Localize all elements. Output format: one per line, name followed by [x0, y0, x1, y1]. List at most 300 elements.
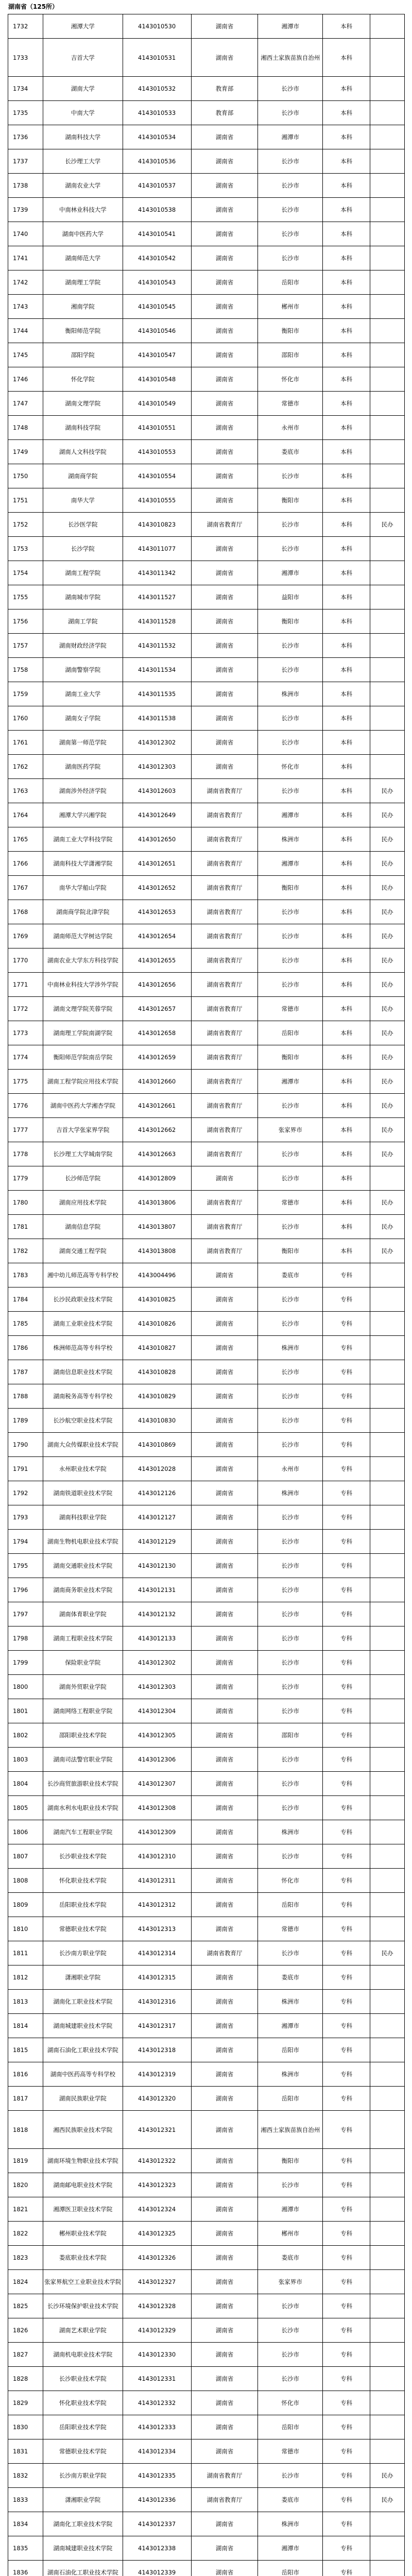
school-name-cell: 长沙理工大学: [43, 149, 123, 173]
row-number-cell: 1737: [8, 149, 43, 173]
school-code-cell: 4143010555: [123, 488, 192, 512]
school-name-cell: 湘潭大学: [43, 14, 123, 38]
level-cell: 本科: [323, 440, 370, 464]
note-cell: [370, 1869, 405, 1892]
school-name-cell: 永州职业技术学院: [43, 1457, 123, 1481]
note-cell: 民办: [370, 1094, 405, 1117]
authority-cell: 湖南省: [192, 2439, 259, 2463]
level-cell: 本科: [323, 39, 370, 76]
table-row: [8, 1578, 405, 1602]
authority-cell: 湖南省: [192, 1578, 259, 1602]
level-cell: 专科: [323, 2062, 370, 2086]
row-number-cell: 1791: [8, 1457, 43, 1481]
level-cell: 专科: [323, 2149, 370, 2173]
location-cell: 长沙市: [258, 1602, 323, 1626]
authority-cell: 湖南省: [192, 488, 259, 512]
school-code-cell: 4143012319: [123, 2062, 192, 2086]
school-name-cell: 长沙职业技术学院: [43, 1844, 123, 1868]
location-cell: 衡阳市: [258, 609, 323, 633]
authority-cell: 湖南省: [192, 1990, 259, 2013]
table-row: [8, 488, 405, 513]
school-code-cell: 4143012332: [123, 2391, 192, 2415]
row-number-cell: 1786: [8, 1336, 43, 1360]
level-cell: 本科: [323, 343, 370, 367]
authority-cell: 湖南省: [192, 149, 259, 173]
row-number-cell: 1764: [8, 803, 43, 827]
school-name-cell: 湖南工程学院应用技术学院: [43, 1070, 123, 1093]
authority-cell: 湖南省教育厅: [192, 1118, 259, 1142]
school-name-cell: 邵阳职业技术学院: [43, 1723, 123, 1747]
authority-cell: 湖南省: [192, 1481, 259, 1505]
school-code-cell: 4143012333: [123, 2415, 192, 2439]
table-row: [8, 1675, 405, 1699]
note-cell: [370, 1336, 405, 1360]
note-cell: [370, 416, 405, 439]
level-cell: 专科: [323, 2367, 370, 2391]
table-row: [8, 1505, 405, 1530]
note-cell: [370, 1965, 405, 1989]
row-number-cell: 1802: [8, 1723, 43, 1747]
location-cell: 株洲市: [258, 1481, 323, 1505]
authority-cell: 湖南省: [192, 634, 259, 657]
authority-cell: 湖南省教育厅: [192, 924, 259, 948]
school-name-cell: 湖南城建职业技术学院: [43, 2536, 123, 2560]
authority-cell: 湖南省教育厅: [192, 997, 259, 1021]
location-cell: 株洲市: [258, 827, 323, 851]
table-row: [8, 101, 405, 125]
school-name-cell: 潇湘职业学院: [43, 1965, 123, 1989]
table-row: [8, 367, 405, 392]
location-cell: 长沙市: [258, 779, 323, 803]
school-name-cell: 湖南中医药大学湘杏学院: [43, 1094, 123, 1117]
school-name-cell: 张家界航空工业职业技术学院: [43, 2270, 123, 2294]
table-row: [8, 658, 405, 682]
note-cell: [370, 2246, 405, 2269]
authority-cell: 湖南省: [192, 2246, 259, 2269]
level-cell: 专科: [323, 1772, 370, 1795]
row-number-cell: 1785: [8, 1312, 43, 1335]
school-code-cell: 4143011077: [123, 537, 192, 561]
table-row: [8, 973, 405, 997]
table-row: [8, 2038, 405, 2062]
table-row: [8, 198, 405, 222]
authority-cell: 湖南省: [192, 464, 259, 488]
level-cell: 本科: [323, 246, 370, 270]
school-code-cell: 4143010545: [123, 295, 192, 318]
school-code-cell: 4143012809: [123, 1166, 192, 1190]
level-cell: 本科: [323, 1021, 370, 1045]
note-cell: [370, 1844, 405, 1868]
school-code-cell: 4143012302: [123, 1651, 192, 1674]
authority-cell: 湖南省: [192, 2512, 259, 2536]
authority-cell: 湖南省: [192, 319, 259, 343]
school-code-cell: 4143012131: [123, 1578, 192, 1602]
location-cell: 长沙市: [258, 2367, 323, 2391]
note-cell: [370, 1651, 405, 1674]
school-code-cell: 4143012312: [123, 1893, 192, 1917]
note-cell: [370, 1554, 405, 1578]
location-cell: 怀化市: [258, 2391, 323, 2415]
table-row: [8, 513, 405, 537]
level-cell: 本科: [323, 392, 370, 415]
school-name-cell: 湖南农业大学东方科技学院: [43, 948, 123, 972]
school-name-cell: 怀化职业技术学院: [43, 2391, 123, 2415]
table-row: [8, 1820, 405, 1844]
location-cell: 长沙市: [258, 1505, 323, 1529]
row-number-cell: 1808: [8, 1869, 43, 1892]
school-code-cell: 4143010554: [123, 464, 192, 488]
note-cell: 民办: [370, 1118, 405, 1142]
row-number-cell: 1775: [8, 1070, 43, 1093]
school-code-cell: 4143012318: [123, 2038, 192, 2062]
row-number-cell: 1793: [8, 1505, 43, 1529]
note-cell: [370, 1675, 405, 1699]
level-cell: 本科: [323, 416, 370, 439]
level-cell: 专科: [323, 2488, 370, 2512]
authority-cell: 湖南省: [192, 658, 259, 682]
row-number-cell: 1811: [8, 1941, 43, 1965]
note-cell: [370, 1820, 405, 1844]
location-cell: 长沙市: [258, 900, 323, 924]
school-code-cell: 4143012655: [123, 948, 192, 972]
school-code-cell: 4143010551: [123, 416, 192, 439]
table-row: [8, 464, 405, 488]
authority-cell: 湖南省: [192, 731, 259, 754]
table-row: [8, 1336, 405, 1360]
authority-cell: 湖南省教育厅: [192, 2488, 259, 2512]
location-cell: 永州市: [258, 416, 323, 439]
school-name-cell: 中南大学: [43, 101, 123, 125]
row-number-cell: 1738: [8, 174, 43, 197]
location-cell: 长沙市: [258, 1699, 323, 1723]
row-number-cell: 1824: [8, 2270, 43, 2294]
school-name-cell: 湖南警察学院: [43, 658, 123, 682]
table-row: [8, 222, 405, 246]
note-cell: [370, 1360, 405, 1384]
location-cell: 郴州市: [258, 2222, 323, 2245]
authority-cell: 湖南省: [192, 1820, 259, 1844]
location-cell: 湘潭市: [258, 852, 323, 875]
authority-cell: 湖南省: [192, 174, 259, 197]
table-row: [8, 2391, 405, 2415]
school-code-cell: 4143010530: [123, 14, 192, 38]
school-name-cell: 南华大学: [43, 488, 123, 512]
authority-cell: 湖南省: [192, 367, 259, 391]
location-cell: 长沙市: [258, 1675, 323, 1699]
location-cell: 常德市: [258, 997, 323, 1021]
school-name-cell: 湖南科技大学: [43, 125, 123, 149]
table-row: [8, 1965, 405, 1990]
row-number-cell: 1823: [8, 2246, 43, 2269]
school-code-cell: 4143010533: [123, 101, 192, 125]
row-number-cell: 1796: [8, 1578, 43, 1602]
authority-cell: 湖南省: [192, 125, 259, 149]
school-code-cell: 4143012327: [123, 2270, 192, 2294]
row-number-cell: 1762: [8, 755, 43, 778]
row-number-cell: 1818: [8, 2111, 43, 2148]
level-cell: 本科: [323, 14, 370, 38]
school-name-cell: 湖南中医药大学: [43, 222, 123, 246]
note-cell: [370, 585, 405, 609]
school-code-cell: 4143010547: [123, 343, 192, 367]
school-code-cell: 4143012306: [123, 1748, 192, 1771]
note-cell: [370, 149, 405, 173]
authority-cell: 湖南省: [192, 343, 259, 367]
school-code-cell: 4143011528: [123, 609, 192, 633]
table-row: [8, 125, 405, 149]
location-cell: 株洲市: [258, 1336, 323, 1360]
table-row: [8, 1045, 405, 1070]
level-cell: 专科: [323, 1917, 370, 1941]
note-cell: [370, 101, 405, 125]
location-cell: 郴州市: [258, 295, 323, 318]
authority-cell: 湖南省: [192, 1723, 259, 1747]
row-number-cell: 1831: [8, 2439, 43, 2463]
school-name-cell: 湖南艺术职业学院: [43, 2318, 123, 2342]
location-cell: 长沙市: [258, 1433, 323, 1456]
level-cell: 本科: [323, 149, 370, 173]
school-code-cell: 4143011534: [123, 658, 192, 682]
note-cell: [370, 1990, 405, 2013]
note-cell: 民办: [370, 2488, 405, 2512]
location-cell: 长沙市: [258, 2464, 323, 2487]
table-row: [8, 900, 405, 924]
authority-cell: 湖南省: [192, 1675, 259, 1699]
note-cell: [370, 2222, 405, 2245]
school-name-cell: 保险职业学院: [43, 1651, 123, 1674]
table-row: [8, 2222, 405, 2246]
location-cell: 长沙市: [258, 1142, 323, 1166]
authority-cell: 湖南省: [192, 1748, 259, 1771]
row-number-cell: 1780: [8, 1191, 43, 1214]
school-name-cell: 岳阳职业技术学院: [43, 1893, 123, 1917]
note-cell: 民办: [370, 1191, 405, 1214]
school-name-cell: 中南林业科技大学: [43, 198, 123, 222]
school-name-cell: 湖南第一师范学院: [43, 731, 123, 754]
level-cell: 本科: [323, 101, 370, 125]
school-name-cell: 湖南医药学院: [43, 755, 123, 778]
note-cell: [370, 246, 405, 270]
location-cell: 常德市: [258, 1917, 323, 1941]
table-row: [8, 1844, 405, 1869]
level-cell: 专科: [323, 2270, 370, 2294]
row-number-cell: 1766: [8, 852, 43, 875]
school-name-cell: 湖南商学院: [43, 464, 123, 488]
school-code-cell: 4143010542: [123, 246, 192, 270]
school-name-cell: 娄底职业技术学院: [43, 2246, 123, 2269]
authority-cell: 湖南省: [192, 1699, 259, 1723]
level-cell: 专科: [323, 2415, 370, 2439]
row-number-cell: 1825: [8, 2294, 43, 2318]
school-code-cell: 4143012311: [123, 1869, 192, 1892]
location-cell: 娄底市: [258, 2488, 323, 2512]
table-row: [8, 2318, 405, 2343]
location-cell: 衡阳市: [258, 1239, 323, 1263]
authority-cell: 湖南省: [192, 1869, 259, 1892]
location-cell: 长沙市: [258, 1626, 323, 1650]
level-cell: 本科: [323, 948, 370, 972]
note-cell: [370, 1578, 405, 1602]
table-row: [8, 1409, 405, 1433]
level-cell: 专科: [323, 1505, 370, 1529]
row-number-cell: 1810: [8, 1917, 43, 1941]
note-cell: [370, 1748, 405, 1771]
school-name-cell: 湖南科技大学潇湘学院: [43, 852, 123, 875]
note-cell: [370, 1505, 405, 1529]
note-cell: [370, 2561, 405, 2576]
school-code-cell: 4143012649: [123, 803, 192, 827]
school-code-cell: 4143012331: [123, 2367, 192, 2391]
row-number-cell: 1756: [8, 609, 43, 633]
school-name-cell: 湖南机电职业技术学院: [43, 2343, 123, 2366]
school-code-cell: 4143012309: [123, 1820, 192, 1844]
note-cell: [370, 1481, 405, 1505]
row-number-cell: 1805: [8, 1796, 43, 1820]
row-number-cell: 1736: [8, 125, 43, 149]
row-number-cell: 1815: [8, 2038, 43, 2062]
school-name-cell: 岳阳职业技术学院: [43, 2415, 123, 2439]
note-cell: [370, 2439, 405, 2463]
authority-cell: 湖南省: [192, 1554, 259, 1578]
table-row: [8, 2294, 405, 2318]
level-cell: 专科: [323, 1336, 370, 1360]
level-cell: 专科: [323, 2294, 370, 2318]
row-number-cell: 1821: [8, 2197, 43, 2221]
school-code-cell: 4143012654: [123, 924, 192, 948]
row-number-cell: 1817: [8, 2087, 43, 2110]
table-row: [8, 779, 405, 803]
authority-cell: 湖南省: [192, 1433, 259, 1456]
school-code-cell: 4143010829: [123, 1384, 192, 1408]
authority-cell: 湖南省教育厅: [192, 779, 259, 803]
row-number-cell: 1778: [8, 1142, 43, 1166]
row-number-cell: 1741: [8, 246, 43, 270]
level-cell: 专科: [323, 2318, 370, 2342]
level-cell: 本科: [323, 731, 370, 754]
location-cell: 衡阳市: [258, 2149, 323, 2173]
school-name-cell: 怀化职业技术学院: [43, 1869, 123, 1892]
authority-cell: 湖南省: [192, 295, 259, 318]
level-cell: 本科: [323, 827, 370, 851]
table-row: [8, 1602, 405, 1626]
level-cell: 本科: [323, 1045, 370, 1069]
note-cell: [370, 464, 405, 488]
row-number-cell: 1800: [8, 1675, 43, 1699]
row-number-cell: 1768: [8, 900, 43, 924]
school-code-cell: 4143013807: [123, 1215, 192, 1239]
authority-cell: 湖南省: [192, 2318, 259, 2342]
note-cell: 民办: [370, 1070, 405, 1093]
location-cell: 岳阳市: [258, 1893, 323, 1917]
authority-cell: 湖南省: [192, 2367, 259, 2391]
note-cell: [370, 2270, 405, 2294]
table-row: [8, 2561, 405, 2576]
authority-cell: 湖南省: [192, 2149, 259, 2173]
school-name-cell: 湖南工程职业技术学院: [43, 1626, 123, 1650]
note-cell: [370, 706, 405, 730]
level-cell: 专科: [323, 1312, 370, 1335]
authority-cell: 湖南省教育厅: [192, 1045, 259, 1069]
row-number-cell: 1812: [8, 1965, 43, 1989]
school-name-cell: 吉首大学张家界学院: [43, 1118, 123, 1142]
school-code-cell: 4143012651: [123, 852, 192, 875]
school-name-cell: 湖南汽车工程职业学院: [43, 1820, 123, 1844]
table-row: [8, 1360, 405, 1384]
table-row: [8, 2197, 405, 2222]
authority-cell: 湖南省: [192, 706, 259, 730]
table-row: [8, 852, 405, 876]
note-cell: [370, 1602, 405, 1626]
authority-cell: 湖南省: [192, 14, 259, 38]
row-number-cell: 1740: [8, 222, 43, 246]
location-cell: 岳阳市: [258, 2561, 323, 2576]
school-name-cell: 长沙商贸旅游职业技术学院: [43, 1772, 123, 1795]
row-number-cell: 1782: [8, 1239, 43, 1263]
note-cell: [370, 634, 405, 657]
table-row: [8, 2173, 405, 2197]
note-cell: 民办: [370, 1142, 405, 1166]
school-code-cell: 4143012323: [123, 2173, 192, 2197]
table-row: [8, 1142, 405, 1166]
school-name-cell: 衡阳师范学院: [43, 319, 123, 343]
school-code-cell: 4143012325: [123, 2222, 192, 2245]
location-cell: 长沙市: [258, 513, 323, 536]
table-row: [8, 2439, 405, 2464]
authority-cell: 湖南省: [192, 2173, 259, 2197]
authority-cell: 湖南省教育厅: [192, 876, 259, 900]
table-row: [8, 2111, 405, 2149]
note-cell: 民办: [370, 876, 405, 900]
level-cell: 本科: [323, 634, 370, 657]
note-cell: [370, 367, 405, 391]
row-number-cell: 1801: [8, 1699, 43, 1723]
level-cell: 本科: [323, 1118, 370, 1142]
authority-cell: 湖南省: [192, 682, 259, 706]
school-name-cell: 衡阳师范学院南岳学院: [43, 1045, 123, 1069]
row-number-cell: 1790: [8, 1433, 43, 1456]
authority-cell: 湖南省: [192, 1409, 259, 1432]
school-name-cell: 长沙学院: [43, 537, 123, 561]
row-number-cell: 1759: [8, 682, 43, 706]
note-cell: [370, 682, 405, 706]
note-cell: [370, 1409, 405, 1432]
level-cell: 专科: [323, 1578, 370, 1602]
school-code-cell: 4143013806: [123, 1191, 192, 1214]
table-row: [8, 2464, 405, 2488]
table-row: [8, 392, 405, 416]
level-cell: 专科: [323, 2561, 370, 2576]
school-name-cell: 湖南大学: [43, 77, 123, 100]
note-cell: [370, 1626, 405, 1650]
location-cell: 长沙市: [258, 1772, 323, 1795]
level-cell: 本科: [323, 852, 370, 875]
school-name-cell: 湖南网络工程职业学院: [43, 1699, 123, 1723]
school-name-cell: 湖南工学院: [43, 609, 123, 633]
table-row: [8, 2415, 405, 2439]
row-number-cell: 1735: [8, 101, 43, 125]
authority-cell: 湖南省教育厅: [192, 2464, 259, 2487]
location-cell: 长沙市: [258, 948, 323, 972]
authority-cell: 湖南省教育厅: [192, 900, 259, 924]
row-number-cell: 1757: [8, 634, 43, 657]
school-name-cell: 湖南人文科技学院: [43, 440, 123, 464]
level-cell: 专科: [323, 1990, 370, 2013]
school-name-cell: 潇湘职业学院: [43, 2488, 123, 2512]
level-cell: 本科: [323, 609, 370, 633]
school-code-cell: 4143012652: [123, 876, 192, 900]
school-code-cell: 4143010546: [123, 319, 192, 343]
table-row: [8, 246, 405, 270]
